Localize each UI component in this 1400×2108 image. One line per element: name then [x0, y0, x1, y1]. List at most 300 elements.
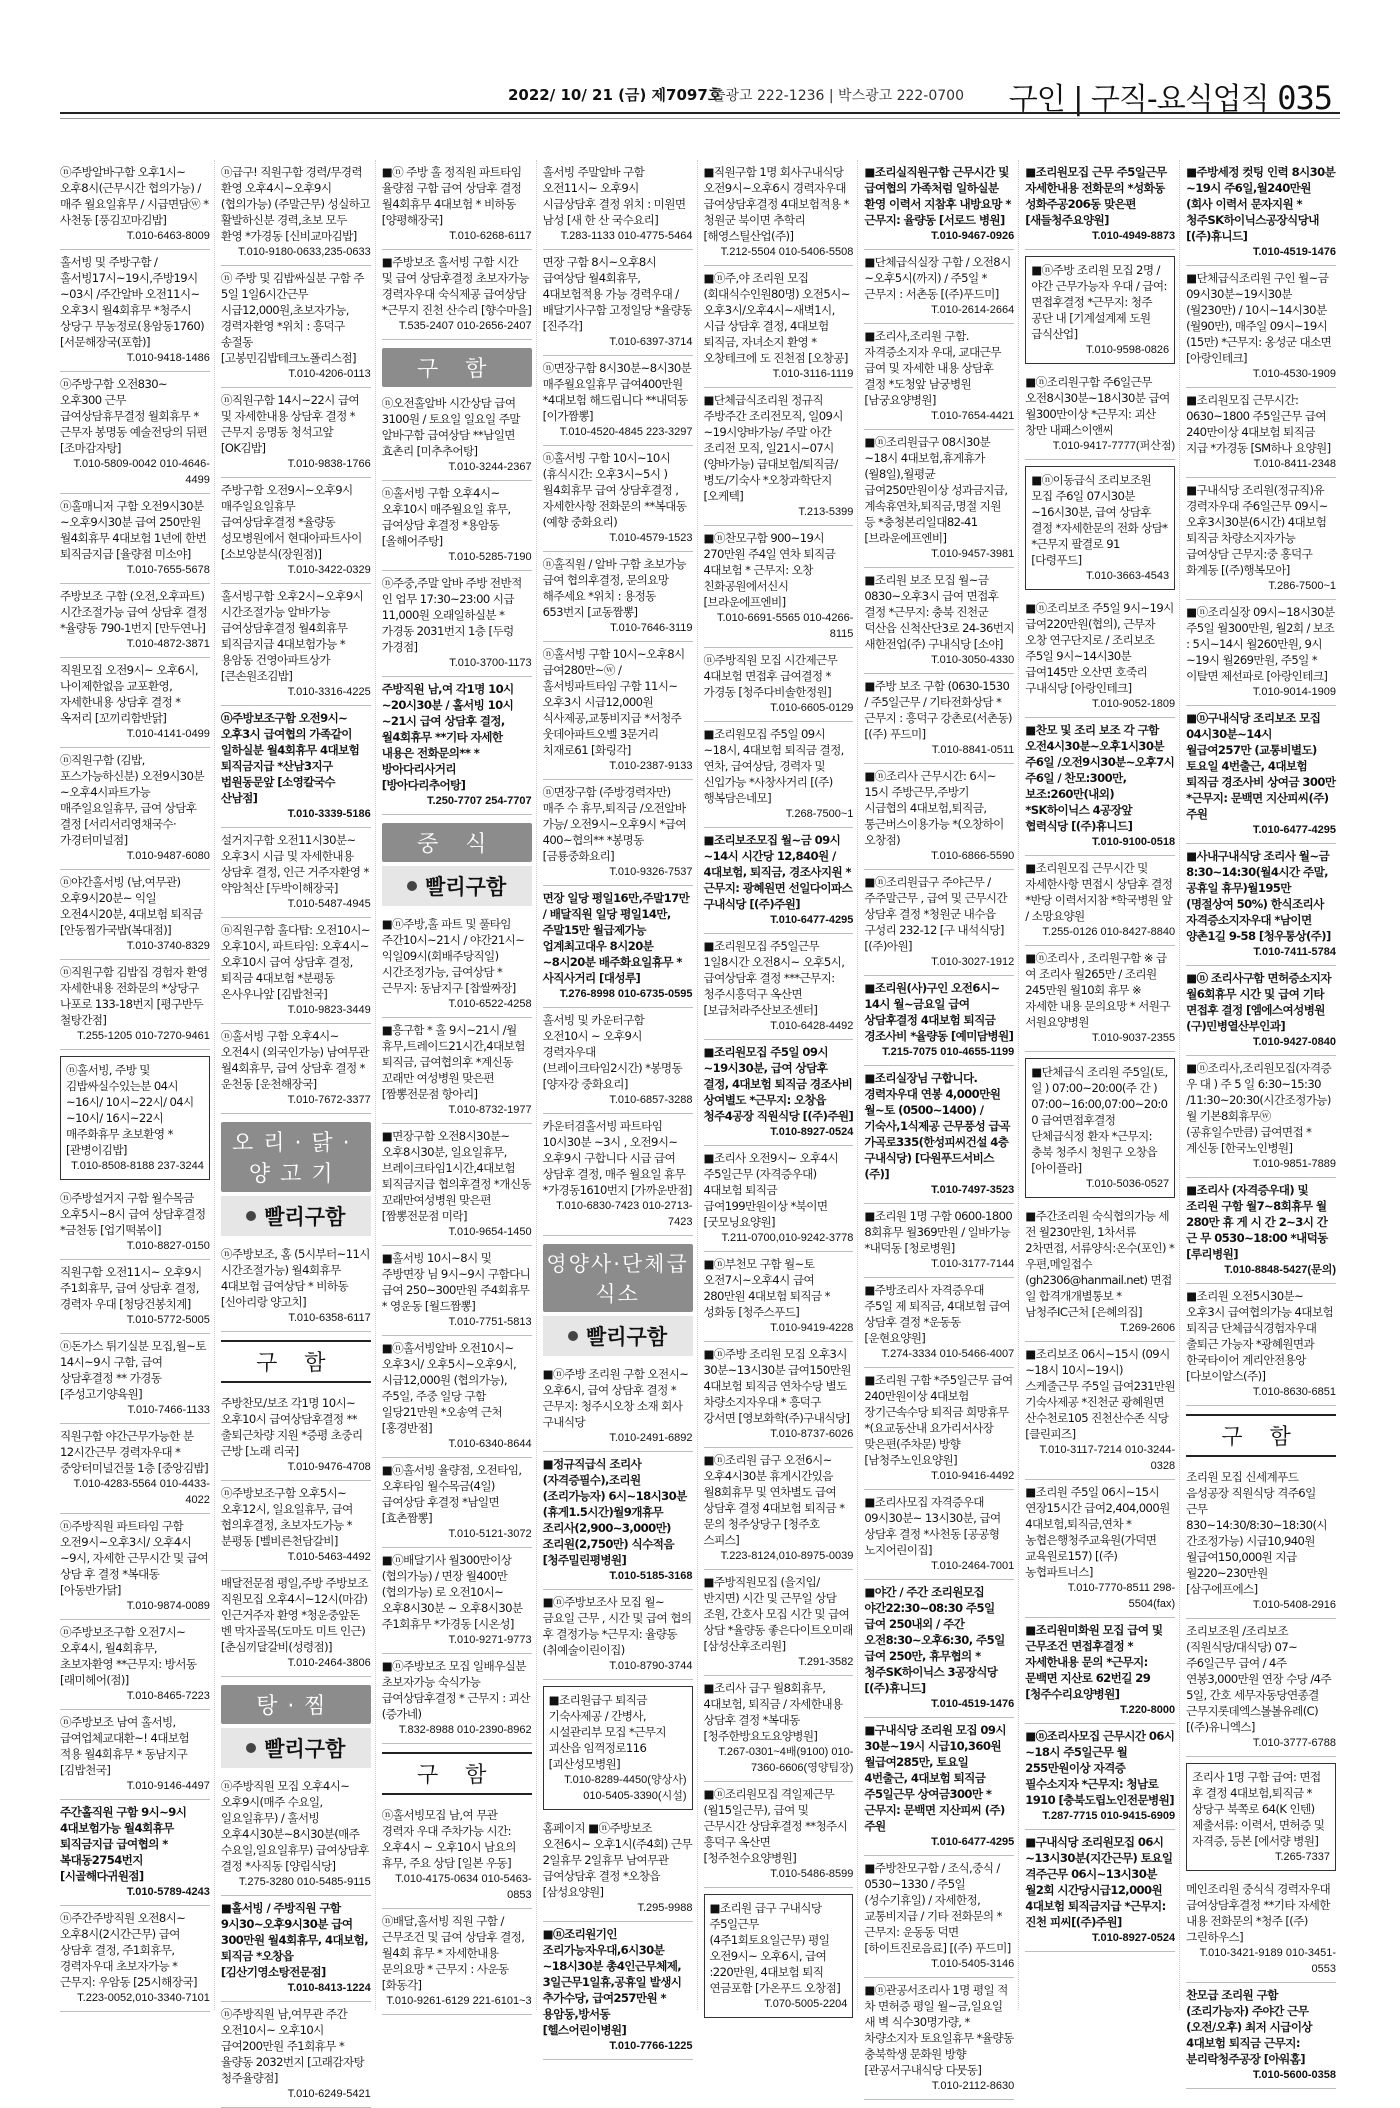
classified-ad: [704, 648, 854, 722]
ad-phone: T.010-4519-1476: [931, 1698, 1015, 1710]
classified-ad: [60, 1186, 210, 1260]
ad-text: ⓝ주방직원 모집 오후4시~오후9시(매주 수요일,일요일휴무) / 홀서빙 오후4시30분~8시30분(매주 수요일,일요일휴무) 급여상담후 결정 *사직동 [양림식당]: [220, 1779, 369, 1873]
ad-text: ■ⓝ조리실장 09시~18시30분 주5일 월300만원, 월2회 / 보조 : 5시~14시 월260만원, 9시~19시 월269만원, 주5일 * 이탈면 제선파로 [아랑인테크]: [1186, 605, 1335, 683]
ad-phone: T.010-8927-0524: [770, 1126, 854, 1138]
ad-text: ■구내식당 조리원 모집 09시 30분~19시 시급10,360원 월급여285만, 토요일 4번출근, 4대보험 퇴직금 주5일근무 상여금300만 *근무지: 문백면 지산피씨 (주)주원: [864, 1723, 1006, 1833]
header-rule-thin: [60, 118, 1340, 119]
classified-ad: [1025, 1724, 1175, 1830]
ad-phone: T.010-8289-4450(양상사) 010-5405-3390(시설): [564, 1774, 687, 1802]
ad-text: ■단체급식실장 구함 / 오전8시~오후5시(까지) / 주5일 * 근무지 : 서촌동 [(주)푸드미]: [864, 255, 1011, 301]
ad-phone: T.070-5005-2204: [764, 1998, 848, 2010]
classified-ad: [60, 748, 210, 870]
ad-text: 카운터겸홀서빙 파트타임 10시30분 ~3시 , 오전9시~오후9시 구합니다 시급 급여 상담후 결정, 매주 월요일 휴무 *가경동1610번지 [가까운반점]: [542, 1119, 692, 1197]
ad-phone: T.010-8841-0511: [931, 744, 1015, 756]
ad-phone: T.010-3422-0329: [287, 564, 371, 576]
classified-ad: [864, 1066, 1014, 1204]
ad-text: ■ⓝ조리사모집 근무시간 06시~18시 주5일근무 월 255만원이상 자격증 필수소지자 *근무지: 청남로 1910 [충북도립노인전문병원]: [1025, 1729, 1175, 1807]
classified-ad: [704, 1040, 854, 1146]
classified-ad: [221, 160, 371, 266]
ad-text: 홈페이지 ■ⓝ주방보조 오전6시~ 오후1시(주4회) 근무 2일휴무 2일휴무 남여무관 급여상담후 결정 *오창읍 [삼성요양원]: [542, 1821, 693, 1899]
ad-phone: T.010-6397-3714: [609, 336, 693, 348]
ad-text: 조리원 모집 신세계푸드 음성공장 직원식당 격주6일 근무 830~14:30/8:30~18:30(시간조정가능) 시급10,940원 월급여150,000원 지급 월220~230만원 [삼구에프에스]: [1186, 1470, 1327, 1596]
ad-text: ■ⓝ조리원급구 주야근무 /주주말근무 , 급여 및 근무시간 상담후 결정 *청원군 내수읍 구성리 232-12 [구 내석식당] [(주)아원]: [864, 875, 1007, 953]
ad-text: ■주방 보조 구함 (0630-1530 / 주5일근무 / 기타전화상담 * 근무지 : 흥덕구 강촌로(서촌동) [(주) 푸드미]: [864, 679, 1012, 741]
ad-phone: T.255-1205 010-7270-9461: [77, 1030, 210, 1042]
ad-text: ⓝ주방설거지 구함 월수목금 오후5시~8시 급여 상담후결정 *금천동 [업기떡볶이]: [60, 1191, 206, 1237]
ad-phone: T.010-3117-7214 010-3244-0328: [1039, 1444, 1176, 1472]
classified-ad: [704, 1448, 854, 1570]
ad-phone: T.010-4530-1909: [1252, 368, 1336, 380]
ad-text: ■조리사 오전9시~ 오후4시 주5일근무 (자격증우대) 4대보험 퇴직금 급여199만원이상 *북이면 [굿모닝요양원]: [703, 1151, 839, 1229]
ad-phone: T.010-7646-3119: [610, 622, 693, 634]
ad-text: ■주간조리원 숙식협의가능 세 전 월230만원, 1차서류 2차면접, 서류양식:온수(포인) *우편,메일접수 (gh2306@hanmail.net) 면접 일 합격개개별통보 *남청주IC근처 [은혜의집]: [1025, 1209, 1175, 1319]
section-subheader: [543, 1316, 693, 1356]
classified-ad: [1025, 1342, 1175, 1480]
classified-ad: [382, 677, 532, 815]
ad-text: ⓝ홀서빙모집 남,여 무관 경력자 우대 주차가능 시간: 오후4시 ~ 오후10시 남요의 휴무, 주요 상담 [일본 우동]: [381, 1808, 516, 1870]
ad-phone: T.010-9467-0926: [931, 230, 1015, 242]
ad-text: ⓝ홀서빙 구함 10시~10시 (휴식시간: 오후3시~5시 )월4회휴무 급여 상담후결정 , 자세한사항 전화문의 **복대동 (예향 중화요리): [542, 451, 687, 529]
ad-text: ⓝ주중,주말 알바 주방 전반적 인 업무 17:30~23:00 시급 11,000원 오래일하실분 *가경동 2031번지 1층 [두렁 가경점]: [381, 576, 522, 654]
ad-text: ■조리실직원구함 근무시간 및 급여협의 가족처럼 일하실분 환영 이력서 지참후 내방요망 *근무지: 율량동 [서로드 병원]: [864, 165, 1011, 227]
ad-phone: T.010-9271-9773: [448, 1634, 532, 1646]
ad-text: ■조리원급구 퇴직금 기숙사제공 / 간병사,시설관리부 모집 *근무지 괴산읍 임꺽정로116 [괴산성모병원]: [548, 1693, 666, 1771]
classified-ad: [1186, 844, 1336, 966]
ad-text: 면장 구함 8시~오후8시 급여상담 월4회휴무, 4대보험적용 가능 경력우대 / 배달기사구함 고정일당 *율량동 [진주각]: [542, 255, 692, 333]
classified-ad: [60, 1906, 210, 2012]
classified-ad: [704, 526, 854, 648]
ad-phone: T.283-1133 010-4775-5464: [560, 230, 693, 242]
ad-phone: T.010-6249-5421: [287, 2088, 371, 2100]
classified-ad: [221, 1391, 371, 1481]
ad-phone: T.010-9838-1766: [287, 458, 371, 470]
section-subheader: [221, 1728, 371, 1768]
ad-text: ■ⓝ조리사 근무시간: 6시~ 15시 주방근무,주방기 시급협의 4대보험,퇴직금,통근버스이용가능 *(오창하이 오창점): [864, 769, 1004, 847]
classified-ad: [543, 886, 693, 1008]
classified-ad: [1186, 388, 1336, 478]
ad-phone: T.010-3116-1119: [772, 368, 854, 380]
ad-phone: T.010-3663-4543: [1085, 570, 1170, 582]
ad-phone: T.010-9180-0633,235-0633: [238, 246, 371, 258]
ad-phone: T.010-8790-3744: [609, 1660, 693, 1672]
ad-phone: T.010-8465-7223: [126, 1690, 210, 1702]
classified-ad: [704, 266, 854, 388]
ad-phone: T.010-8508-8188 237-3244: [71, 1160, 204, 1172]
issue-date: 2022/ 10/ 21 (금) 제7097호: [508, 86, 723, 104]
ad-phone: T.010-3244-2367: [448, 461, 532, 473]
classified-ad: [543, 642, 693, 780]
ad-text: ■조리사 급구 월8회휴무, 4대보험, 퇴직금 / 자세한내용 상담후 결정 *복대동 [청주한방요도요양병원]: [703, 1681, 843, 1743]
ad-text: ■홀서빙 / 주방직원 구함 9시30~오후9시30분 급여 300만원 월4회휴무, 4대보험,퇴직금 *오창읍 [김산기영소탕전문점]: [220, 1901, 369, 1979]
ad-text: ■ⓝ부천모 구함 월~토 오전7시~오후4시 급여 280만원 4대보험 퇴직금 *성화동 [청주스푸드]: [703, 1257, 830, 1319]
ad-text: ■ⓝ조리원 급구 오전6시~ 오후4시30분 휴게시간있음 월8회휴무 및 연차별도 급여 상담후 결정 4대보험 퇴직금 *문의 청주상당구 [청주호 스피스]: [703, 1453, 845, 1547]
ad-text: ■ⓝ조리보조 주5일 9시~19시 급여220만원(협의), 근무자 오창 연구단지로 / 조리보조 주5일 9시~14시30분 급여145만 오산면 호죽리 구내식당 [아랑인테크]: [1025, 601, 1174, 695]
classified-ad: [864, 1490, 1014, 1580]
classified-ad: [382, 391, 532, 481]
ad-phone: T.010-9014-1909: [1252, 686, 1336, 698]
ad-text: ⓝ주간주방직원 오전8시~오후8시(2시간근무) 급여 상담후 결정, 주1회휴무, 경력자우대 초보자가능 *근무지: 우암동 [25시해장국]: [60, 1911, 197, 1989]
classified-ad: [382, 1018, 532, 1124]
ad-phone: T.010-6358-6117: [288, 1312, 371, 1324]
classified-ad: [1186, 600, 1336, 706]
ad-phone: T.276-8998 010-6735-0595: [559, 988, 693, 1000]
ad-phone: T.010-5285-7190: [448, 551, 532, 563]
ad-phone: T.265-7337: [1274, 1851, 1330, 1863]
ad-phone: T.212-5504 010-5406-5508: [720, 246, 854, 258]
ad-phone: T.010-9146-4497: [126, 1780, 210, 1792]
section-name: 구인 | 구직-요식업직: [1008, 82, 1269, 117]
ad-text: 홀서빙 및 카운터구함 오전10시 ~ 오후9시 경력자우대 (브레이크타임2시간) *봉명동 [양자강 중화요리]: [542, 1013, 683, 1091]
ad-text: ■ⓝ주방보조 모집 일배우실분 초보자가능 숙식가능 급여상담후결정 * 근무지 : 괴산(증가네): [381, 1659, 530, 1721]
ad-column: [864, 160, 1019, 2092]
classified-ad: [704, 1146, 854, 1252]
classified-ad: [543, 1114, 693, 1236]
ad-phone: T.223-0052,010-3340-7101: [77, 1992, 210, 2004]
ad-text: ⓝ홀서빙 구함 10시~오후8시 급여280만~ⓦ / 홀서빙파트타임 구함 11시~오후3시 시급12,000원 식사제공,교통비지급 *서청주 웃데아파트오벨 3문거리 치재로61 [화링각]: [542, 647, 685, 757]
ad-text: 주방찬모/보조 각1명 10시~오후10시 급여상담후결정 **출퇴근차량 지원 *증평 초중리 근방 [노래 리국]: [220, 1396, 363, 1458]
ad-text: ■조리보조모집 월~금 09시 ~14시 시간당 12,840원 / 4대보험, 퇴직금, 경조사지원 *근무지: 광혜원면 선일다이파스 구내식당 [(주)주원]: [703, 833, 853, 911]
classified-ad: [704, 1782, 854, 1888]
classified-ad: [221, 478, 371, 584]
classified-ad: [382, 1548, 532, 1654]
ad-column: [542, 160, 698, 2052]
classified-ad: [864, 160, 1014, 250]
classified-ad: [1025, 718, 1175, 856]
ad-phone: T.010-6463-8009: [126, 230, 210, 242]
ad-phone: T.010-4520-4845 223-3297: [559, 426, 693, 438]
ad-text: ⓝ급구! 직원구함 경력/무경력 환영 오후4시~오후9시(협의가능) (주말근무) 성실하고 활발하신분 경력,초보 모두 환영 *가경동 [신비교마김밥]: [220, 165, 370, 243]
ad-phone: T.010-3177-7144: [931, 1258, 1015, 1270]
classified-ad: [382, 1654, 532, 1744]
classified-ad: [382, 1803, 532, 1909]
classified-ad: [382, 1909, 532, 2015]
ad-phone: T.010-6428-4492: [770, 1020, 854, 1032]
section-header: 구 함: [382, 1752, 532, 1795]
ad-phone: T.010-8848-5427(문의): [1224, 1264, 1336, 1276]
classified-ad: [864, 976, 1014, 1066]
ad-phone: T.010-4519-1476: [1252, 246, 1336, 258]
ad-text: ■ⓝ조리원급구 08시30분~18시 4대보험,휴게휴가(월8일),월평균 급여250만원이상 성과금지급, 계속휴연차,퇴직금,명절 지원 등 *충청본리일대82-41 [브라운에프엔비]: [864, 435, 1008, 545]
ad-text: ■ⓝ배달기사 월300만이상 (협의가능) / 면장 월400만 (협의가능) 로 오전10시~ 오후8시30분 ~ 오후8시30분 주1회휴무 *가경동 [시온성]: [381, 1553, 523, 1631]
ad-phone: T.010-9874-0089: [126, 1600, 210, 1612]
ad-text: 주간홀직원 구함 9시~9시 4대보험가능 월4회휴무 퇴직금지급 급여협의 *복대동2754번지 [시골해다귀원점]: [60, 1805, 187, 1883]
ad-text: ■구내식당 조리원(정규직)유 경력자우대 주6일근무 09시~오후3시30분(6시간) 4대보험 퇴직금 차량소지자가능 급여상담 근무지:중 홍덕구 화계동 [(주)행복모아]: [1186, 483, 1328, 577]
ad-phone: T.010-6340-8644: [448, 1438, 532, 1450]
ad-text: ■정규직급식 조리사(자격증필수),조리원(조리가능자) 6시~18시30분(휴게1.5시간)월9개휴무 조리사(2,900~3,000만)조리원(2,750만) 식수적음 [청주밀린평병원]: [542, 1457, 687, 1567]
classified-ad: [221, 1242, 371, 1332]
ad-text: 직원모집 오전9시~ 오후6시, 나이제한없음 교포환영, 자세한내용 상담후 결정 *옥저리 [꼬끼리함반닭]: [60, 663, 198, 725]
ad-phone: T.010-5772-5005: [126, 1314, 210, 1326]
ad-text: ■직원구함 1명 회사구내식당 오전9시~오후6시 경력자우대 급여상담후결정 4대보험적용 *청원군 북이면 추학리 [해영스틸산업(주)]: [703, 165, 849, 243]
ad-phone: T.010-6691-5565 010-4266-8115: [716, 612, 854, 640]
ad-text: ■야간 / 주간 조리원모집 야간22:30~08:30 주5일 급여 250내외 / 주간 오전8:30~오후6:30, 주5일 급여 250만, 휴무협의 *청주SK하이닉스 3공장식당 [(주)휴니드]: [864, 1585, 1005, 1695]
classified-ad: [704, 722, 854, 828]
ad-phone: T.250-7707 254-7707: [427, 795, 532, 807]
ad-phone: T.010-4579-1523: [609, 532, 693, 544]
ad-phone: T.286-7500~1: [1268, 580, 1336, 592]
ad-text: ⓝ야간홀서빙 (남,여무관) 오후9시20분~ 익일 오전4시20분, 4대보험 퇴직금 [안동찜가국밥(복대점)]: [60, 875, 203, 937]
ad-phone: T.010-7497-3523: [931, 1184, 1015, 1196]
ad-phone: T.010-9823-3449: [287, 1004, 371, 1016]
ad-phone: T.010-7751-5813: [448, 1316, 532, 1328]
ad-text: ■조리원 1명 구함 0600-1800 8회휴무 월369만원 / 일바가능 *내덕동 [청로병원]: [864, 1209, 1013, 1255]
ad-phone: T.010-5121-3072: [448, 1528, 532, 1540]
ad-phone: T.010-2491-6892: [609, 1432, 693, 1444]
ad-phone: T.215-7075 010-4655-1199: [882, 1046, 1015, 1058]
section-header: 오리·닭·양고기: [221, 1122, 371, 1192]
classified-ad: [60, 584, 210, 658]
ad-phone: T.010-2387-9133: [609, 760, 693, 772]
classified-ad: [1025, 370, 1175, 460]
ad-phone: T.275-3280 010-5485-9115: [238, 1876, 371, 1888]
header-rule: [60, 112, 1340, 114]
ad-phone: T.010-5408-2916: [1252, 1599, 1336, 1611]
ad-phone: T.010-7766-1225: [609, 2040, 693, 2052]
ad-text: ■ⓝ관공서조리사 1명 평일 적 차 면허증 평일 월~금,일요일 새 벽 식수30명가량, *차량소지자 토요일휴무 *율량동 충북학생 문화원 방향 [관공서구내식당 다뭇동]: [864, 1983, 1014, 2077]
ad-text: 직원구함 오전11시~ 오후9시 주1회휴무, 급여 상담후 결정, 경력자 우대 [청당건봉치계]: [60, 1265, 202, 1311]
ad-phone: T.010-3339-5186: [287, 808, 371, 820]
classified-ad: [864, 1204, 1014, 1278]
ad-phone: T.010-8413-1224: [287, 1982, 371, 1994]
ad-text: ■구내식당 조리원모집 06시 ~13시30분(지간근무) 토요일 격주근무 06시~13시30분 월2회 시간당시급12,000원 4대보험 퇴직금지급 *근무지: 진천 피씨[(주)주원]: [1025, 1835, 1173, 1929]
classified-ad: [543, 356, 693, 446]
classified-ad: [864, 1856, 1014, 1978]
classified-ad: [864, 430, 1014, 568]
ad-text: ⓝ직원구함 14시~22시 급여 및 자세한내용 상담후 결정 *근무지 응명동 청석고앞 [OK김밥]: [220, 393, 360, 455]
ad-text: ■홀서빙 10시~8시 및 주방면장 님 9시~9시 구함다니 급여 250~300만원 주4회휴무 * 영운동 [월드짬뽕]: [381, 1251, 531, 1313]
classified-ad: [543, 250, 693, 356]
ad-phone: T.295-9988: [637, 1902, 693, 1914]
bullet-icon: [568, 1331, 578, 1341]
masthead: [0, 0, 1400, 117]
ad-text: ⓝ돈가스 튀기실분 모집,월~토 14시~9시 구함, 급여 상담후결정 ** 가경동 [주성고기양육원]: [60, 1339, 206, 1401]
ad-text: ■ⓝ조리원구함 주6일근무 오전8시30분~18시30분 급여 월300만이상 *근무지: 괴산 창만 내패스이앤씨: [1025, 375, 1170, 437]
classified-ad: [543, 1590, 693, 1680]
ad-phone: T.010-9418-1486: [126, 352, 210, 364]
classified-ad: [1025, 1058, 1175, 1198]
ad-phone: T.010-7655-5678: [126, 564, 210, 576]
classified-ad: [704, 934, 854, 1040]
ad-text: ■조리사모집 자격증우대 09시30분~ 13시30분, 급여 상담후 결정 *사천동 [공공형 노지어린이집]: [864, 1495, 1001, 1557]
classified-ad: [864, 568, 1014, 674]
section-header: 중 식: [382, 823, 532, 862]
classified-ad: [543, 1922, 693, 2060]
classified-ad: [1025, 1618, 1175, 1724]
classified-ad: [221, 1571, 371, 1677]
classified-ad: [382, 250, 532, 340]
classified-ad: [543, 1452, 693, 1590]
classified-ad: [60, 658, 210, 748]
ad-phone: T.010-2464-7001: [931, 1560, 1015, 1572]
ad-text: ⓝ직원구함 김밥집 경험자 환영 자세한내용 전화문의 *상당구 나포로 133-18번지 [평구반두 철탕간점]: [60, 965, 208, 1027]
classified-ad: [1186, 266, 1336, 388]
ad-text: ⓝ배달,홀서빙 직원 구함 / 근무조건 및 급여 상담후 결정, 월4회 휴무 * 자세한내용 문의요망 * 근무지 : 사운동 [화동각]: [381, 1914, 525, 1992]
classified-ad: [1186, 1178, 1336, 1284]
classified-ad: [382, 1458, 532, 1548]
classified-ad: [221, 388, 371, 478]
ad-phone: T.010-6522-4258: [448, 998, 532, 1010]
ad-column: [1025, 160, 1180, 2010]
ad-text: 배달전문점 평일,주방 주방보조 직원모집 오후4시~12시(마감) 인근거주자 환영 *청운중앞돈 벤 막자골목(도마도 미트 인근) [춘심끼달갈비(성령점)]: [220, 1576, 368, 1654]
classified-ad: [543, 1816, 693, 1922]
classified-ad: [864, 870, 1014, 976]
classified-ad: [60, 1514, 210, 1620]
ad-phone: T.255-0126 010-8427-8840: [1042, 926, 1176, 938]
classified-ad: [864, 1368, 1014, 1490]
classified-ad: [1186, 706, 1336, 844]
ad-text: ■주방조리사 자격증우대 주5일 제 퇴직금, 4대보험 급여 상담후 결정 *운동동 [운현요양원]: [864, 1283, 1010, 1345]
classified-ad: [382, 912, 532, 1018]
ad-phone: T.010-9476-4708: [287, 1461, 371, 1473]
ad-phone: T.010-5405-3146: [931, 1958, 1015, 1970]
ad-phone: T.010-5789-4243: [126, 1886, 210, 1898]
ad-text: ■조리원미화원 모집 급여 및 근무조건 면접후결정 * 자세한내용 문의 *근무지: 문백면 지산로 62번길 29 [청주수리요양병원]: [1025, 1623, 1163, 1701]
ad-text: ■주방보조 홀서빙 구함 시간 및 급여 상담후결정 초보자가능 경력자우대 숙식제공 급여상담 *근무지 진천 산수리 [향수마을]: [381, 255, 532, 317]
classified-ad: [1186, 1284, 1336, 1406]
ad-text: ■ⓝ홀서빙 율량점, 오전타임,오후타임 월수목금(4일) 급여상담 후결정 *남일면 [효촌짬뽕]: [381, 1463, 522, 1525]
ad-phone: T.010-2614-2664: [931, 304, 1015, 316]
ad-column: [220, 160, 376, 2100]
classified-ad: [1025, 1204, 1175, 1342]
classified-ad: [864, 1580, 1014, 1718]
ad-text: 메인조리원 중식식 경력자우대 급여상담후결정 **기타 자세한 내용 전화문의 *청주 [(주)그린하우스]: [1186, 1882, 1331, 1944]
ad-phone: T.010-8732-1977: [448, 1104, 532, 1116]
classified-ad: [1025, 466, 1175, 590]
ad-phone: T.535-2407 010-2656-2407: [398, 320, 532, 332]
ad-text: 주방보조 구함 (오전,오후파트) 시간조절가능 급여 상담후 결정 *율량동 790-1번지 [만두연나]: [60, 589, 208, 635]
classified-ad: [382, 571, 532, 677]
classified-ad: [864, 324, 1014, 430]
classified-ad: [864, 1978, 1014, 2100]
classified-ad: [382, 1246, 532, 1336]
ad-text: ■주방찬모구함 / 조식,중식 / 0530~1330 / 주5일(성수기휴일) / 자세한정, 교통비지급 / 기타 전화문의 * 근무지: 운동동 덕면 [하이트진로음료] [(주) 푸드미]: [864, 1861, 1011, 1955]
ad-text: ■ⓝ조리원모집 격일제근무 (월15일근무), 급여 및 근무시간 상담후결정 **청주시 흥덕구 옥산면 [청주천수요양병원]: [703, 1787, 848, 1865]
ad-phone: T.010-8630-6851: [1252, 1386, 1336, 1398]
ad-text: ■ⓝ조리원기인 조리가능자우대,6시30분~18시30분 총4인근무체제, 3일근무1일휴,공휴일 발생시 추가수당, 급여257만원 * 용암동,방서동 [헬스어린이병원]: [542, 1927, 682, 2037]
ad-text: ⓝ주방보조구함 오후5시~오후12시, 일요일휴무, 급여 협의후결정, 초보자도가능 * 분평동 [벨비른천담갈비]: [220, 1486, 353, 1548]
classified-ad: [704, 1894, 854, 2018]
ad-text: ■조리사,조리원 구함. 자격증소지자 우대, 교대근무 급여 및 자세한 내용 상담후 결정 *도청앞 남궁병원 [남궁요양병원]: [864, 329, 1001, 407]
ad-phone: T.223-8124,010-8975-0039: [720, 1550, 854, 1562]
ad-text: ■ⓝ주방보조사 모집 월~금요일 근무 , 시간 및 급여 협의 후 결정가능 *근무지: 율량동 (취예술이린이집): [542, 1595, 692, 1657]
classified-ad: [221, 1896, 371, 2002]
ad-phone: T.010-7411-5784: [1253, 946, 1336, 958]
ad-phone: T.010-8411-2348: [1253, 458, 1336, 470]
subheader-label: 빨리구함: [264, 1737, 346, 1761]
ad-text: 설거지구함 오전11시30분~오후3시 시급 및 자세한내용 상담후 결정, 인근 거주자환영 *약암척산 [두박이해장국]: [220, 833, 369, 895]
ad-phone: T.274-3334 010-5466-4007: [881, 1348, 1015, 1360]
ad-text: ⓝ 주방 및 김밥싸실분 구함 주 5일 1일6시간근무 시급12,000원,초보자가능, 경력자환영 *위치 : 흥덕구 송절동 [고봉민김밥테크노폴리스점]: [220, 271, 364, 365]
classified-ad: [382, 481, 532, 571]
ad-phone: T.010-5036-0527: [1085, 1178, 1170, 1190]
ad-phone: T.010-9326-7537: [609, 866, 693, 878]
ad-phone: T.010-3777-6788: [1252, 1737, 1336, 1749]
ad-text: ■면장구함 오전8시30분~ 오후8시30분, 일요일휴무, 브레이크타임1시간,4대보험 퇴직금지급 협의후결정 *개신동 꼬래만여성병원 맞은편 [짬뽕전문점 미락]: [381, 1129, 531, 1223]
ad-phone: T.010-4206-0113: [288, 368, 371, 380]
section-header: 탕·찜: [221, 1685, 371, 1724]
classified-ad: [1025, 856, 1175, 946]
ad-phone: T.010-4949-8873: [1091, 230, 1176, 242]
bullet-icon: [407, 881, 417, 891]
ad-text: ■ⓝ주방,홀 파트 및 풀타임 주간10시~21시 / 야간21시~익일09시(회배주당직일) 시간조정가능, 급여상담 * 근무지: 동남지구 [찹쌀짜장]: [381, 917, 525, 995]
ad-phone: T.010-8927-0524: [1091, 1932, 1176, 1944]
classified-ad: [1025, 596, 1175, 718]
ad-text: ⓝ주방보조, 홈 (5시부터~11시 시간조절가능) 월4회휴무 4대보험 급여상담 * 비하동 [신아리랑 양고치]: [220, 1247, 370, 1309]
ad-phone: T.010-6268-6117: [449, 230, 532, 242]
section-subheader: [382, 866, 532, 906]
ad-phone: T.010-3316-4225: [287, 686, 371, 698]
classified-ad: [221, 1774, 371, 1896]
classified-ad: [543, 552, 693, 642]
ad-column: [1186, 160, 1340, 2081]
ad-text: ■조리원모집 주5일 09시~18시, 4대보험 퇴직금 결정, 연차, 급여상담, 경력자 및 신입가능 *사창사거리 [(주)행복담은네모]: [703, 727, 844, 805]
classified-ad: [864, 250, 1014, 324]
ad-phone: T.211-0700,010-9242-3778: [721, 1232, 854, 1244]
classified-ad: [704, 388, 854, 526]
classified-ad: [60, 250, 210, 372]
classified-ad: [1025, 256, 1175, 364]
classified-ad: [60, 960, 210, 1050]
ad-text: ■조리원 보조 모집 월~금 0830~오후3시 급여 면접후 결정 *근무지: 충북 진천군 덕산읍 신척산단3로 24-36번지 새한전업(주) 구내식당 [소야]: [864, 573, 1015, 651]
ad-phone: T.010-5809-0042 010-4646-4499: [73, 458, 210, 486]
ad-phone: T.010-3027-1912: [931, 956, 1015, 968]
classified-ad: [1186, 478, 1336, 600]
ad-text: ■ⓝ찬모구함 900~19시 270만원 주4일 연차 퇴직금 4대보험 * 근무지: 오창 친화공원에서신시 [브라운에프엔비]: [703, 531, 836, 609]
classified-grid: [60, 160, 1340, 2100]
ad-text: ⓝ주방보조 남여 홀서빙, 급여업체교대환~! 4대보험 적용 월4회휴무 * 동남지구 [김밥천국]: [60, 1715, 190, 1777]
ad-text: ■단체급식조리원 구인 월~금 09시30분~19시30분 (월230만) / 10시~14시30분 (월90만), 매주일 09시~19시(15만) *근무지: 옹성군 대소면 [아랑인테크]: [1186, 271, 1332, 365]
ad-text: ⓝ홀서빙, 주방 및 김밥싸실수있는분 04시~16시/ 10시~22시/ 04시~10시/ 16시~22시 매주화휴무 초보환영 *[관병이김밥]: [66, 1063, 194, 1157]
ad-text: ■ⓝ주방 조리원 구함 오전시~ 오후6시, 급여 상담후 결정 * 근무지: 청주시오창 소재 회사 구내식당: [542, 1367, 689, 1429]
ad-column: [382, 160, 537, 2010]
ad-text: ■ⓝ 조리사구함 면허증소지자 월6회휴무 시간 및 급여 기타 면접후 결정 [엠에스여성병원(구)민병열산부인과]: [1186, 971, 1331, 1033]
classified-ad: [704, 1252, 854, 1342]
ad-text: ■조리원모집 근무시간: 0630~1800 주5일근무 급여 240만이상 4대보험 퇴직금 지급 *가경동 [SM하나 요양원]: [1186, 393, 1331, 455]
ad-text: ■주방직원모집 (을지입/반지면) 시간 및 근무일 상담 조원, 간호사 모집 시간 및 급여 상담 *율량동 좋은다이트오미래 [삼성산후조리원]: [703, 1575, 853, 1653]
ad-text: ■조리원 급구 구내식당 주5일근무(4주1회토요일근무) 평일 오전9시~ 오후6시, 급여 :220만원, 4대보험 퇴직 연금포함 [가온푸드 오창점]: [709, 1901, 841, 1995]
ad-phone: T.010-9487-6080: [126, 850, 210, 862]
bullet-icon: [246, 1743, 256, 1753]
classified-ad: [221, 918, 371, 1024]
ad-phone: T.010-8737-6026: [770, 1428, 854, 1440]
ad-text: ⓝ홀서빙 구함 오후4시~오전4시 (외국인가능) 남여무관 월4회휴무, 급여 상담후 결정 *운천동 [운천해장국]: [220, 1029, 369, 1091]
ad-text: ■ⓝ홀서빙알바 오전10시~오후3시/ 오후5시~오후9시, 시급12,000원 (협의가능), 주5일, 주중 일당 구함 일당21만원 *오송역 근처 [홍경반점]: [381, 1341, 517, 1435]
ad-text: ■ⓝ조리사,조리원모집(자격증 우 대 ) 주 5 일 6:30~15:30 /11:30~20:30(시간조정가능) 월 기본8회휴무ⓦ (공휴일수만큼) 급여면접 *계신동 [한국노인병원]: [1186, 1061, 1332, 1155]
classified-ad: [221, 828, 371, 918]
ad-phone: T.010-3740-8329: [126, 940, 210, 952]
classified-ad: [543, 1362, 693, 1452]
classified-ad: [864, 1278, 1014, 1368]
classified-ad: [60, 1710, 210, 1800]
classified-ad: [60, 1056, 210, 1180]
bullet-icon: [246, 1211, 256, 1221]
ad-phone-numbers: 출광고 222-1236 | 박스광고 222-0700: [712, 88, 964, 104]
classified-ad: [704, 828, 854, 934]
ad-phone: T.010-9416-4492: [931, 1470, 1015, 1482]
ad-phone: T.010-2112-8630: [931, 2080, 1015, 2092]
classified-ad: [704, 160, 854, 266]
section-subheader: [221, 1196, 371, 1236]
ad-phone: T.010-8827-0150: [126, 1240, 210, 1252]
ad-text: ■찬모 및 조리 보조 각 구함 오전4시30분~오후1시30분 주6일 /오전9시30분~오후7시 주6일 / 찬모:300만,보조:260만(내외) *SK하이닉스 4공장앞 협력식당 [(주)휴니드]: [1025, 723, 1175, 833]
section-header: 영양사·단체급식소: [543, 1244, 693, 1312]
ad-text: ■ⓝ주방 조리원 모집 2명 / 야간 근무가능자 우대 / 급여: 면접후결정 *근무지: 청주 공단 내 [기계설계제 도원 급식산업]: [1031, 263, 1167, 341]
ad-phone: T.010-7672-3377: [287, 1094, 371, 1106]
classified-ad: [1186, 1619, 1336, 1757]
ad-phone: T.291-3582: [798, 1656, 854, 1668]
subheader-label: 빨리구함: [585, 1325, 668, 1349]
ad-phone: T.010-6830-7423 010-2713-7423: [556, 1200, 693, 1228]
